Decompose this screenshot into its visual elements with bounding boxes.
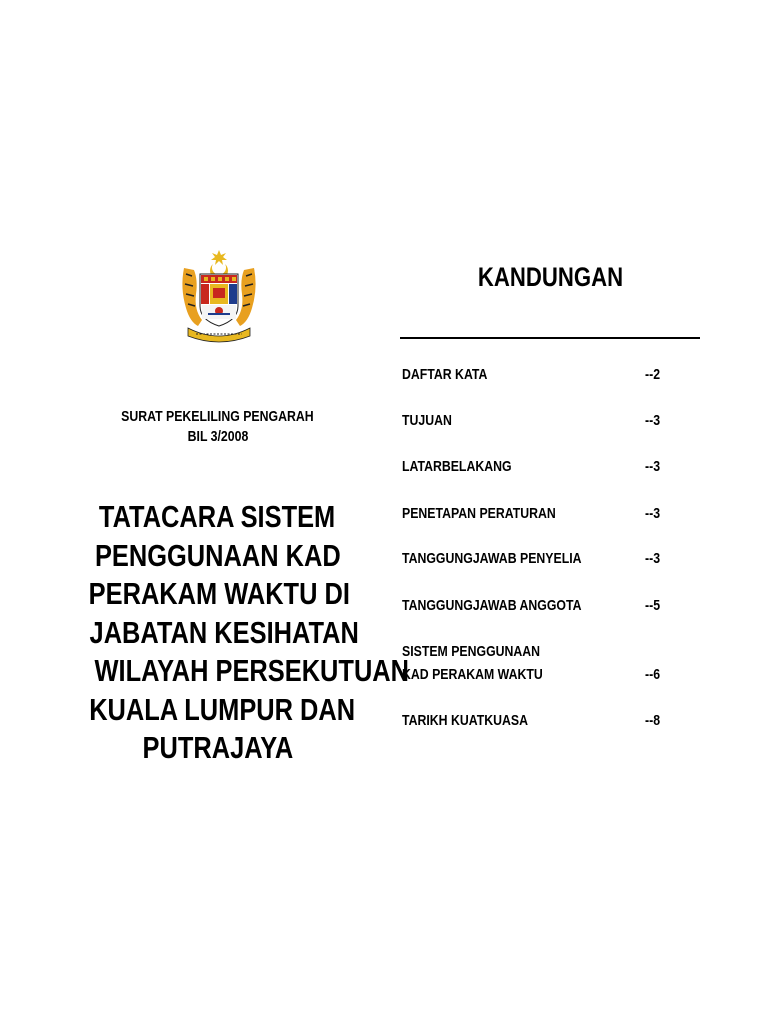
title-line: JABATAN KESIHATAN <box>89 614 359 650</box>
title-line: KUALA LUMPUR DAN <box>89 691 356 727</box>
toc-heading-text: KANDUNGAN <box>477 262 623 292</box>
toc-entry-label: TANGGUNGJAWAB PENYELIA <box>402 550 582 567</box>
toc-entry-page: --2 <box>645 366 661 383</box>
toc-entry-page: --3 <box>645 458 661 475</box>
toc-heading <box>400 257 700 297</box>
circular-line-2: BIL 3/2008 <box>187 428 248 445</box>
circular-line-1: SURAT PEKELILING PENGARAH <box>121 408 314 425</box>
toc-entry-page: --3 <box>645 412 661 429</box>
toc-entry-label: DAFTAR KATA <box>402 366 488 383</box>
title-line: WILAYAH PERSEKUTUAN <box>94 653 410 688</box>
toc-entry-page: --8 <box>645 712 661 729</box>
toc-entry-page: --3 <box>645 550 661 567</box>
document-title <box>60 498 410 768</box>
title-line: PUTRAJAYA <box>142 730 293 765</box>
toc-entry-label: TANGGUNGJAWAB ANGGOTA <box>402 597 582 614</box>
toc-divider <box>400 337 700 339</box>
title-line: PENGGUNAAN KAD <box>94 537 341 573</box>
coat-of-arms-icon <box>180 248 258 346</box>
toc-entry-label: TUJUAN <box>402 412 452 429</box>
toc-entry-label: TARIKH KUATKUASA <box>402 712 528 729</box>
circular-reference <box>60 407 375 447</box>
toc-entry-label: LATARBELAKANG <box>402 458 512 475</box>
title-line: PERAKAM WAKTU DI <box>88 576 350 611</box>
toc-entry-sistem-penggunaan[interactable] <box>402 642 702 686</box>
title-line: TATACARA SISTEM <box>99 499 336 534</box>
toc-entry-page: --5 <box>645 597 661 614</box>
toc-entry-label: KAD PERAKAM WAKTU <box>402 666 543 683</box>
toc-entry-label: SISTEM PENGGUNAAN <box>402 643 541 660</box>
toc-entry-page: --6 <box>645 666 661 683</box>
toc-entry-page: --3 <box>645 505 661 522</box>
toc-entry-label: PENETAPAN PERATURAN <box>402 505 556 522</box>
